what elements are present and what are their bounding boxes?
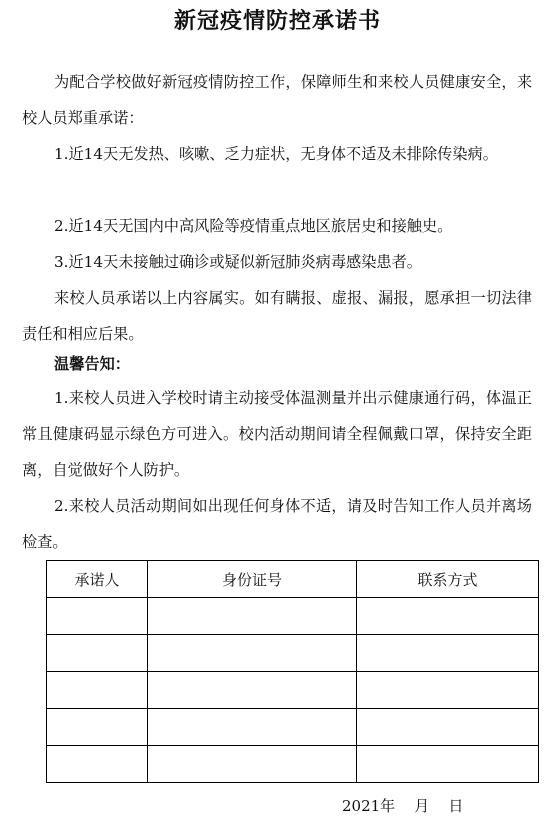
column-header-id-number: 身份证号 bbox=[148, 561, 357, 598]
notice-item-1: 1.来校人员进入学校时请主动接受体温测量并出示健康通行码，体温正常且健康码显示绿色方可进入。校内活动期间请全程佩戴口罩，保持安全距离，自觉做好个人防护。 bbox=[22, 389, 532, 479]
table-row bbox=[47, 746, 539, 783]
promise-item-1: 1.近14天无发热、咳嗽、乏力症状，无身体不适及未排除传染病。 bbox=[54, 145, 498, 163]
statement-paragraph: 来校人员承诺以上内容属实。如有瞒报、虚报、漏报，愿承担一切法律责任和相应后果。 bbox=[22, 289, 532, 343]
contact-cell[interactable] bbox=[357, 709, 539, 746]
contact-cell[interactable] bbox=[357, 635, 539, 672]
document-title: 新冠疫情防控承诺书 bbox=[173, 8, 381, 34]
promiser-cell[interactable] bbox=[47, 598, 148, 635]
column-header-promiser: 承诺人 bbox=[47, 561, 148, 598]
promise-item-2: 2.近14天无国内中高风险等疫情重点地区旅居史和接触史。 bbox=[54, 217, 453, 235]
intro-paragraph: 为配合学校做好新冠疫情防控工作，保障师生和来校人员健康安全，来校人员郑重承诺： bbox=[22, 73, 532, 127]
promise-item-3: 3.近14天未接触过确诊或疑似新冠肺炎病毒感染患者。 bbox=[54, 253, 422, 271]
contact-cell[interactable] bbox=[357, 672, 539, 709]
date-line: 2021年 月 日 bbox=[342, 797, 464, 815]
contact-cell[interactable] bbox=[357, 746, 539, 783]
notice-item-2: 2.来校人员活动期间如出现任何身体不适，请及时告知工作人员并离场检查。 bbox=[22, 497, 532, 551]
id-number-cell[interactable] bbox=[148, 635, 357, 672]
column-header-contact: 联系方式 bbox=[357, 561, 539, 598]
id-number-cell[interactable] bbox=[148, 672, 357, 709]
signature-table bbox=[46, 560, 539, 783]
table-row bbox=[47, 672, 539, 709]
promiser-cell[interactable] bbox=[47, 672, 148, 709]
table-row bbox=[47, 635, 539, 672]
promiser-cell[interactable] bbox=[47, 635, 148, 672]
id-number-cell[interactable] bbox=[148, 598, 357, 635]
id-number-cell[interactable] bbox=[148, 709, 357, 746]
promiser-cell[interactable] bbox=[47, 746, 148, 783]
contact-cell[interactable] bbox=[357, 598, 539, 635]
table-header-row bbox=[47, 561, 539, 598]
table-row bbox=[47, 598, 539, 635]
promiser-cell[interactable] bbox=[47, 709, 148, 746]
id-number-cell[interactable] bbox=[148, 746, 357, 783]
table-row bbox=[47, 709, 539, 746]
notice-heading: 温馨告知： bbox=[54, 355, 130, 373]
